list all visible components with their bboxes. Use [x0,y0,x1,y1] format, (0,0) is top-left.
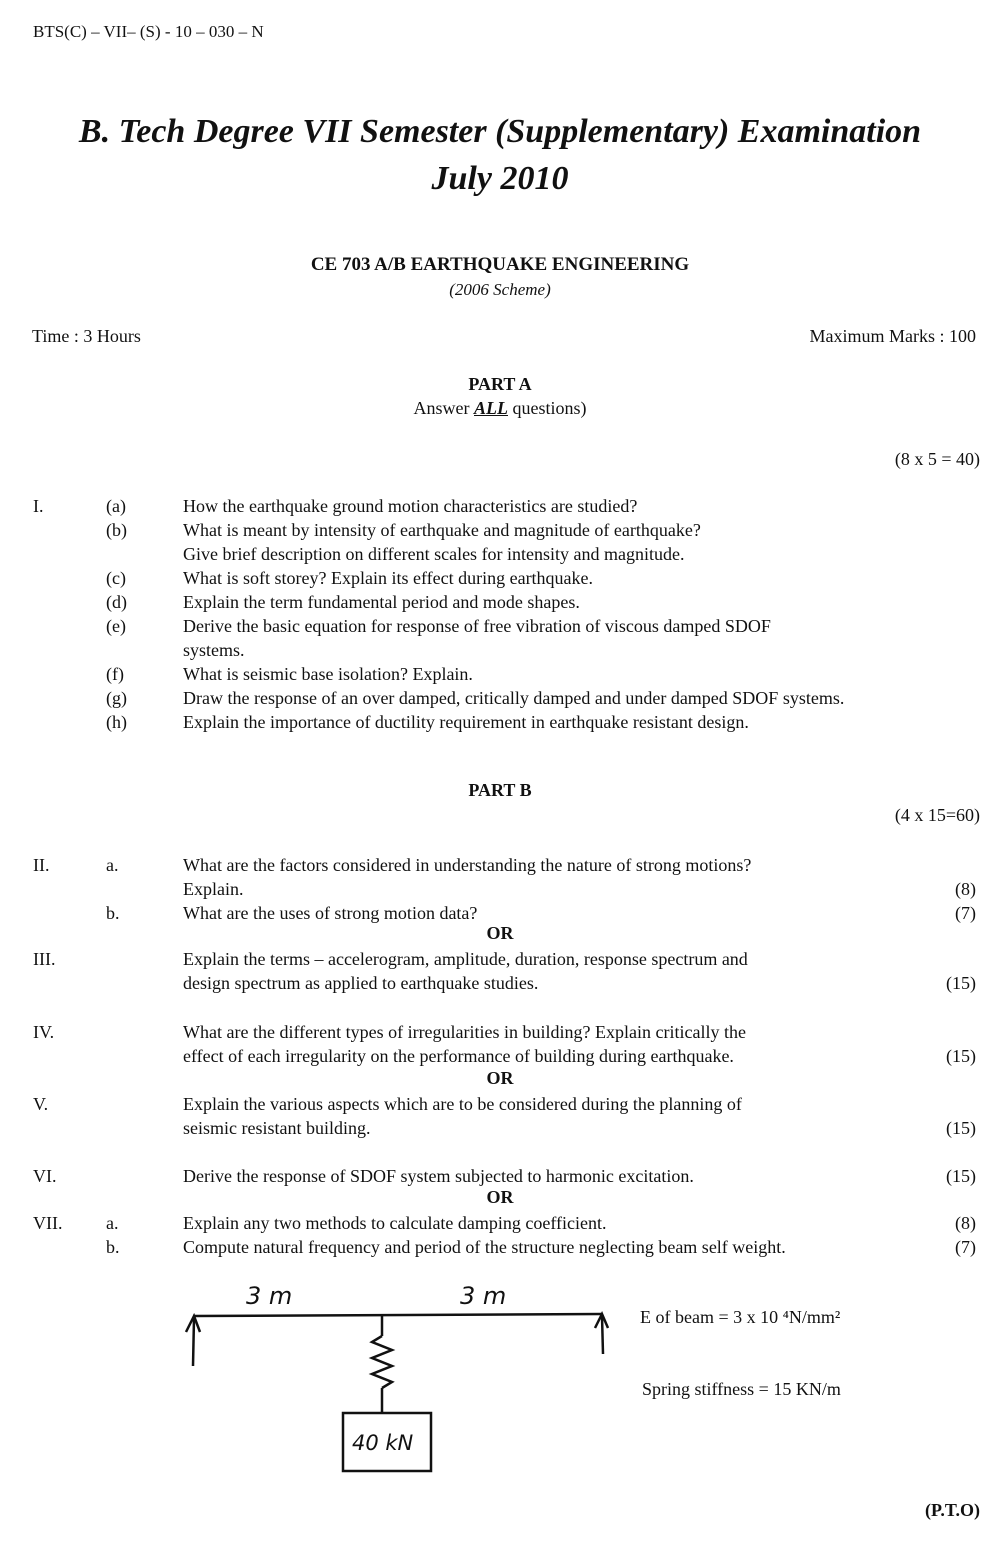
question-label: (f) [106,664,124,684]
part-b-title: PART B [468,780,532,800]
question-label: (h) [106,712,127,732]
question-text: design spectrum as applied to earthquake studies. [183,973,539,993]
mass-label: 40 kN [352,1431,414,1455]
part-a-title: PART A [468,374,532,394]
question-marks: (7) [955,903,976,923]
question-number: VI. [33,1166,57,1186]
question-number: II. [33,855,50,875]
part-a-instruction: Answer ALL questions) [413,398,587,418]
question-marks: (8) [955,879,976,899]
question-label: (g) [106,688,127,708]
question-number: I. [33,496,44,516]
question-marks: (15) [946,973,976,993]
question-marks: (15) [946,1046,976,1066]
question-marks: (15) [946,1118,976,1138]
question-label: (b) [106,520,127,540]
span-right-label: 3 m [460,1282,507,1310]
course-title: CE 703 A/B EARTHQUAKE ENGINEERING [310,254,690,275]
question-text: Explain the term fundamental period and mode shapes. [183,592,580,612]
span-left-label: 3 m [246,1282,293,1310]
question-label: b. [106,903,120,923]
scheme: (2006 Scheme) [449,280,551,299]
question-text: Explain any two methods to calculate damping coefficient. [183,1213,607,1233]
question-label: (a) [106,496,126,516]
part-a-marks: (8 x 5 = 40) [894,449,980,469]
question-text: effect of each irregularity on the performance of building during earthquake. [183,1046,734,1066]
question-text: Draw the response of an over damped, critically damped and under damped SDOF systems. [183,688,845,708]
exam-title: B. Tech Degree VII Semester (Supplementary) Examination [78,113,922,150]
question-number: IV. [33,1022,55,1042]
question-label: (c) [106,568,126,588]
question-text: Explain the importance of ductility requirement in earthquake resistant design. [183,712,749,732]
question-text: Give brief description on different scales for intensity and magnitude. [183,544,685,564]
question-label: (e) [106,616,126,636]
question-label: b. [106,1237,120,1257]
question-number: V. [33,1094,49,1114]
question-text: Compute natural frequency and period of the structure neglecting beam self weight. [183,1237,786,1257]
question-text: Explain. [183,879,244,899]
page-turn-note: (P.T.O) [924,1500,980,1520]
question-text: How the earthquake ground motion characteristics are studied? [183,496,638,516]
part-b-marks: (4 x 15=60) [894,805,980,825]
beam-spring-diagram [0,1270,1000,1490]
max-marks: Maximum Marks : 100 [809,326,976,346]
spring-stiffness: Spring stiffness = 15 KN/m [642,1379,841,1399]
exam-date: July 2010 [431,160,569,197]
question-text: Derive the response of SDOF system subjected to harmonic excitation. [183,1166,694,1186]
paper-code: BTS(C) – VII– (S) - 10 – 030 – N [33,22,264,41]
right-support-arrow [595,1314,608,1354]
left-support-arrow [186,1316,200,1366]
beam-modulus: E of beam = 3 x 10 ⁴N/mm² [640,1307,841,1327]
question-text: What are the uses of strong motion data? [183,903,478,923]
question-marks: (8) [955,1213,976,1233]
question-label: a. [106,1213,119,1233]
question-text: What is seismic base isolation? Explain. [183,664,473,684]
question-text: What are the factors considered in understanding the nature of strong motions? [183,855,752,875]
question-text: Derive the basic equation for response of free vibration of viscous damped SDOF [183,616,771,636]
question-label: (d) [106,592,127,612]
question-label: a. [106,855,119,875]
question-text: seismic resistant building. [183,1118,371,1138]
or-separator: OR [486,1068,514,1088]
or-separator: OR [486,1187,514,1207]
exam-time: Time : 3 Hours [32,326,141,346]
question-number: VII. [33,1213,63,1233]
question-text: What is meant by intensity of earthquake and magnitude of earthquake? [183,520,701,540]
question-text: Explain the terms – accelerogram, amplitude, duration, response spectrum and [183,949,748,969]
question-text: systems. [183,640,245,660]
question-number: III. [33,949,56,969]
question-text: Explain the various aspects which are to be considered during the planning of [183,1094,742,1114]
question-marks: (7) [955,1237,976,1257]
spring [372,1316,392,1412]
beam [193,1314,602,1316]
question-marks: (15) [946,1166,976,1186]
question-text: What are the different types of irregularities in building? Explain critically the [183,1022,746,1042]
or-separator: OR [486,923,514,943]
question-text: What is soft storey? Explain its effect during earthquake. [183,568,594,588]
